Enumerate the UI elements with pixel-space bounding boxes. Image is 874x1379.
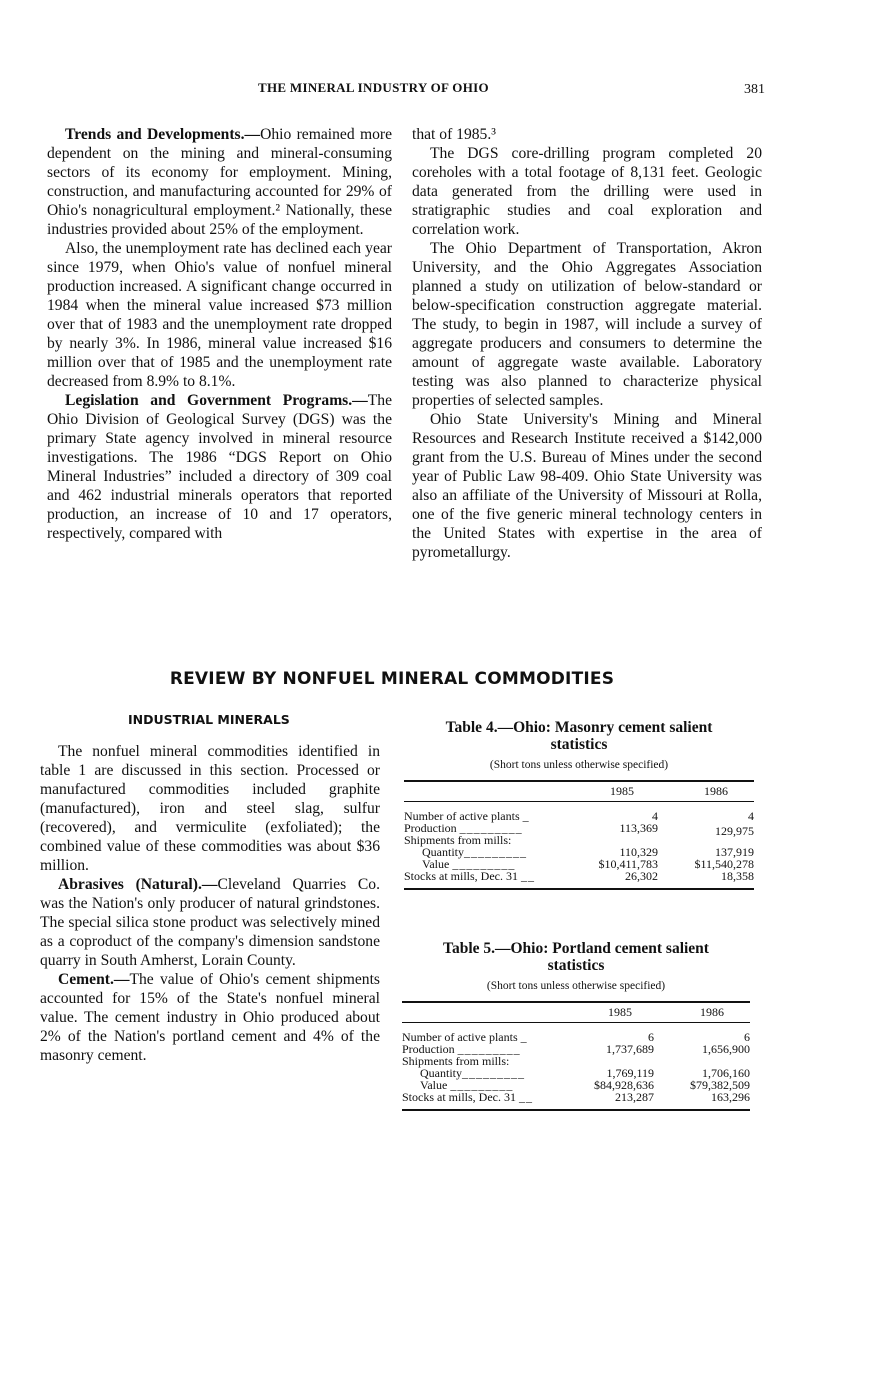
table5-header-rule — [402, 1022, 750, 1023]
paragraph-commodities: The nonfuel mineral commodities identified in table 1 are discussed in this section. Processed or manufactured commodities included graphite (manufactured), iron and steel slag, sulfur (recovered), and vermiculite (exfoliated); the combined value of these commodities was about $36 million. — [40, 743, 380, 874]
row-value-1985: 4 — [652, 809, 658, 823]
row-label-text: Value — [420, 1078, 448, 1092]
row-leader: _________ — [459, 821, 523, 835]
paragraph-legislation — [47, 391, 392, 543]
row-value-1985: 1,737,689 — [606, 1042, 654, 1056]
upper-left-column — [47, 125, 392, 543]
row-leader: _________ — [464, 845, 527, 859]
row-value-1985: 113,369 — [619, 821, 658, 835]
row-label-text: Value — [422, 857, 450, 871]
lead-abrasives: Abrasives (Natural).— — [58, 876, 218, 893]
row-value-1985: 6 — [648, 1030, 654, 1044]
row-value-1985: 213,287 — [615, 1090, 654, 1104]
row-value-1986: 6 — [744, 1030, 750, 1044]
row-label-text: Shipments from mills: — [402, 1054, 510, 1068]
table5-col-1986: 1986 — [700, 1005, 724, 1019]
table4-col-1986: 1986 — [704, 784, 728, 798]
text-cement: The value of Ohio's cement shipments accounted for 15% of the State's nonfuel mineral value. The cement industry in Ohio produced about 2% of the Nation's portland cement and 4% of the masonry cement. — [40, 971, 380, 1064]
lead-trends: Trends and Developments.— — [65, 126, 261, 143]
table4 — [404, 719, 754, 890]
row-value-1985: 1,769,119 — [606, 1066, 654, 1080]
paragraph-osu-grant: Ohio State University's Mining and Mineral Resources and Research Institute received a $142,000 grant from the U.S. Bureau of Mines under the second year of Public Law 98-409. Ohio State University was also an affiliate of the University of Missouri at Rolla, one of the five generic mineral technology centers in the United States with expertise in the area of pyrometallurgy. — [412, 411, 762, 561]
row-leader: __ — [519, 1090, 533, 1104]
table5 — [402, 940, 750, 1111]
row-leader: _________ — [450, 1078, 514, 1092]
table5-title-line1: Table 5.—Ohio: Portland cement salient — [443, 940, 709, 957]
row-label — [404, 870, 535, 883]
text-trends: Ohio remained more dependent on the mining and mineral-consuming sectors of its economy for employment. Mining, construction, and manufacturing accounted for 29% of Ohio's nonagricultural employment.² Nationally, these industries provided about 25% of the employment. — [47, 126, 392, 238]
row-value-1985: 110,329 — [619, 845, 658, 859]
paragraph-aggregate-study: The Ohio Department of Transportation, Akron University, and the Ohio Aggregates Association planned a study on utilization of below-standard or below-specification construction aggregate material. The study, to begin in 1987, will include a survey of aggregate producers and consumers to determine the amount of aggregate waste available. Laboratory testing was also planned to characterize physical properties of selected samples. — [412, 240, 762, 409]
row-value-1986: 1,656,900 — [702, 1042, 750, 1056]
table4-header-row — [404, 782, 754, 801]
running-head: THE MINERAL INDUSTRY OF OHIO — [258, 80, 489, 95]
row-value-1985: $10,411,783 — [598, 857, 658, 871]
row-value-1986: 18,358 — [721, 869, 754, 883]
table5-bottom-rule — [402, 1109, 750, 1111]
row-value-1986: 4 — [748, 809, 754, 823]
subsection-heading: INDUSTRIAL MINERALS — [128, 712, 290, 727]
paragraph-cement — [40, 970, 380, 1065]
table5-title-line2: statistics — [547, 957, 605, 974]
table4-grid — [404, 780, 754, 890]
upper-right-column — [412, 125, 762, 562]
row-leader: __ — [521, 869, 535, 883]
paragraph-unemployment: Also, the unemployment rate has declined each year since 1979, when Ohio's value of nonfuel mineral production increased. A significant change occurred in 1984 when the mineral value increased $73 million over that of 1983 and the unemployment rate dropped by nearly 3%. In 1986, mineral value increased $16 million over that of 1985 and the unemployment rate decreased from 8.9% to 8.1%. — [47, 240, 392, 390]
page-number: 381 — [744, 82, 765, 97]
row-value-1985: 26,302 — [625, 869, 658, 883]
paragraph-continuation: that of 1985.³ — [412, 126, 496, 143]
row-leader: _ — [522, 809, 530, 823]
row-leader: _________ — [462, 1066, 525, 1080]
table4-header-rule — [404, 801, 754, 802]
section-heading: REVIEW BY NONFUEL MINERAL COMMODITIES — [169, 669, 615, 689]
table5-unit-note: (Short tons unless otherwise specified) — [486, 980, 666, 992]
row-label-text: Stocks at mills, Dec. 31 — [402, 1090, 516, 1104]
table4-title-line1: Table 4.—Ohio: Masonry cement salient — [445, 719, 713, 736]
row-value-1986: 137,919 — [715, 845, 754, 859]
text-abrasives: Cleveland Quarries Co. was the Nation's only producer of natural grindstones. The special silica stone product was selectively mined as a coproduct of the company's dimension sandstone quarry in South Amherst, Lorain County. — [40, 876, 380, 969]
row-leader: _________ — [452, 857, 516, 871]
row-label-text: Number of active plants — [404, 809, 520, 823]
row-value-1986: 1,706,160 — [702, 1066, 750, 1080]
lower-left-column — [40, 742, 380, 1065]
row-label-text: Quantity — [420, 1066, 462, 1080]
paragraph-abrasives — [40, 875, 380, 970]
table5-header-row — [402, 1003, 750, 1022]
table4-title-line2: statistics — [550, 736, 608, 753]
row-label-text: Stocks at mills, Dec. 31 — [404, 869, 518, 883]
text-legislation: The Ohio Division of Geological Survey (DGS) was the primary State agency involved in mineral resource investigations. The 1986 “DGS Report on Ohio Mineral Industries” included a directory of 309 coal and 462 industrial minerals operators that reported production, an increase of 10 and 17 operators, respectively, compared with — [47, 392, 392, 542]
paragraph-core-drilling: The DGS core-drilling program completed 20 coreholes with a total footage of 8,131 feet. Geologic data generated from the drilling were used in stratigraphic studies and coal exploration and correlation work. — [412, 145, 762, 238]
row-value-1986: 129,975 — [715, 824, 754, 838]
table5-grid — [402, 1001, 750, 1111]
lead-cement: Cement.— — [58, 971, 130, 988]
row-value-1985: $84,928,636 — [594, 1078, 654, 1092]
row-label-text: Number of active plants — [402, 1030, 518, 1044]
row-leader: _ — [520, 1030, 528, 1044]
row-label-text: Production — [402, 1042, 455, 1056]
row-value-1986: $79,382,509 — [690, 1078, 750, 1092]
row-label-text: Quantity — [422, 845, 464, 859]
row-label-text: Production — [404, 821, 457, 835]
paragraph-trends — [47, 125, 392, 239]
table4-bottom-rule — [404, 888, 754, 890]
row-leader: _________ — [457, 1042, 521, 1056]
row-value-1986: $11,540,278 — [694, 857, 754, 871]
table-row — [402, 1091, 750, 1103]
row-label — [402, 1091, 533, 1104]
table5-col-1985: 1985 — [608, 1005, 632, 1019]
table4-unit-note: (Short tons unless otherwise specified) — [489, 759, 669, 771]
lead-legislation: Legislation and Government Programs.— — [65, 392, 368, 409]
table-row — [404, 870, 754, 882]
row-label-text: Shipments from mills: — [404, 833, 512, 847]
table4-col-1985: 1985 — [610, 784, 634, 798]
row-value-1986: 163,296 — [711, 1090, 750, 1104]
